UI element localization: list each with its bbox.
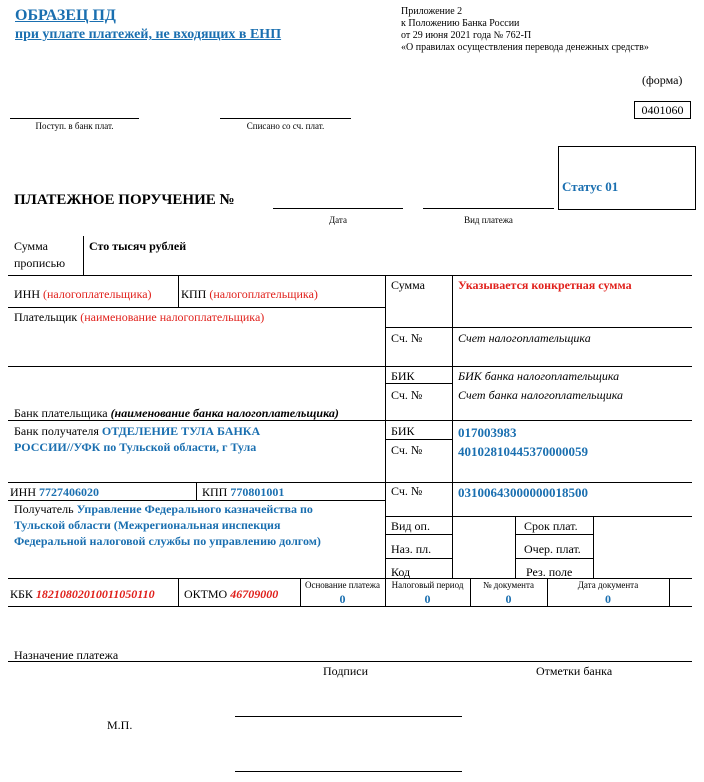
purpose-label: Назначение платежа xyxy=(14,648,119,662)
doc-date-label: Дата документа xyxy=(577,580,639,590)
amount-words-label-1: Сумма xyxy=(14,239,48,253)
payer-bank-label: Банк плательщика xyxy=(14,406,108,420)
payer-bik-label: БИК xyxy=(391,369,415,383)
stamp-label: М.П. xyxy=(107,718,133,732)
payer-kpp-value: (налогоплательщика) xyxy=(209,287,318,301)
payer-bank-account-value: Счет банка налогоплательщика xyxy=(458,388,624,402)
appendix-line-1: Приложение 2 xyxy=(401,6,463,17)
period-value: 0 xyxy=(424,592,431,606)
amount-words-value: Сто тысяч рублей xyxy=(89,239,187,253)
payer-bank-value: (наименование банка налогоплательщика) xyxy=(110,406,339,420)
amount-words-label-2: прописью xyxy=(14,256,66,270)
payer-kpp-label: КПП xyxy=(181,287,207,301)
payer-bik-value: БИК банка налогоплательщика xyxy=(458,369,620,383)
code-label: Код xyxy=(391,565,411,579)
kbk xyxy=(10,587,155,601)
payer-inn xyxy=(14,287,152,301)
recipient-bank-name-1: ОТДЕЛЕНИЕ ТУЛА БАНКА xyxy=(101,424,261,438)
payer-bank xyxy=(14,406,339,420)
payer-account-label: Сч. № xyxy=(391,331,423,345)
recipient-bank-account-label: Сч. № xyxy=(391,443,423,457)
appendix-line-4: «О правилах осуществления перевода денежных средств» xyxy=(401,42,649,53)
signatures-label: Подписи xyxy=(323,664,369,678)
appendix-line-3: от 29 июня 2021 года № 762-П xyxy=(401,30,532,41)
recipient-account-value: 03100643000000018500 xyxy=(458,485,588,500)
term-label: Срок плат. xyxy=(524,519,578,533)
payer-kpp xyxy=(181,287,318,301)
sample-subtitle: при уплате платежей, не входящих в ЕНП xyxy=(15,27,282,42)
purpose-code-label: Наз. пл. xyxy=(391,542,432,556)
recipient-bank-account-value: 40102810445370000059 xyxy=(458,444,588,459)
recipient-name-line-1 xyxy=(14,502,313,516)
recipient-label: Получатель xyxy=(14,502,74,516)
kbk-label: КБК xyxy=(10,587,33,601)
signature-line-1 xyxy=(235,716,462,717)
basis-value: 0 xyxy=(339,592,346,606)
reserve-label: Рез. поле xyxy=(526,565,573,579)
date-line xyxy=(273,208,403,209)
op-type-label: Вид оп. xyxy=(391,519,430,533)
debited-label: Списано со сч. плат. xyxy=(246,121,325,131)
doc-no-label: № документа xyxy=(482,580,535,590)
payer-inn-label: ИНН xyxy=(14,287,40,301)
payment-kind-label: Вид платежа xyxy=(464,215,513,225)
recipient-bik-value: 017003983 xyxy=(458,425,517,440)
recipient-kpp xyxy=(202,485,284,499)
bank-marks-label: Отметки банка xyxy=(536,664,613,678)
recipient-name-2: Тульской области (Межрегиональная инспекция xyxy=(14,518,281,532)
date-label: Дата xyxy=(329,215,347,225)
recipient-bik-label: БИК xyxy=(391,424,415,438)
kbk-value: 18210802010011050110 xyxy=(35,587,155,601)
status-box xyxy=(558,146,696,210)
payer-account-value: Счет налогоплательщика xyxy=(458,331,591,345)
sum-value: Указывается конкретная сумма xyxy=(458,278,632,292)
payer-name xyxy=(14,310,264,324)
signature-line-2 xyxy=(235,771,462,772)
form-label: (форма) xyxy=(642,73,683,87)
recipient-bank-line-1 xyxy=(14,424,260,438)
recipient-kpp-value: 770801001 xyxy=(230,485,285,499)
appendix-line-2: к Положению Банка России xyxy=(401,18,520,29)
recipient-account-label: Сч. № xyxy=(391,484,423,498)
document-title: ПЛАТЕЖНОЕ ПОРУЧЕНИЕ № xyxy=(14,192,235,208)
received-line xyxy=(10,118,139,119)
oktmo-value: 46709000 xyxy=(230,587,279,601)
payment-kind-line xyxy=(423,208,554,209)
doc-no-value: 0 xyxy=(505,592,512,606)
form-code: 0401060 xyxy=(634,101,691,119)
status-value: Статус 01 xyxy=(562,179,619,194)
payer-name-value: (наименование налогоплательщика) xyxy=(80,310,265,324)
oktmo-label: ОКТМО xyxy=(184,587,228,601)
recipient-name-3: Федеральной налоговой службы по управлению долгом) xyxy=(14,534,321,548)
recipient-name-1: Управление Федерального казначейства по xyxy=(76,502,313,516)
recipient-bank-label: Банк получателя xyxy=(14,424,99,438)
recipient-inn xyxy=(10,485,99,499)
basis-label: Основание платежа xyxy=(304,580,381,590)
recipient-inn-label: ИНН xyxy=(10,485,36,499)
debited-line xyxy=(220,118,351,119)
payer-name-label: Плательщик xyxy=(14,310,78,324)
payer-inn-value: (налогоплательщика) xyxy=(43,287,152,301)
oktmo xyxy=(184,587,278,601)
recipient-inn-value: 7727406020 xyxy=(39,485,99,499)
sample-title: ОБРАЗЕЦ ПД xyxy=(15,7,116,24)
payer-bank-account-label: Сч. № xyxy=(391,388,423,402)
period-label: Налоговый период xyxy=(391,580,464,590)
recipient-bank-name-2: РОССИИ//УФК по Тульской области, г Тула xyxy=(14,440,257,454)
doc-date-value: 0 xyxy=(605,592,611,606)
recipient-kpp-label: КПП xyxy=(202,485,228,499)
order-label: Очер. плат. xyxy=(524,542,581,556)
sum-label: Сумма xyxy=(391,278,425,292)
received-label: Поступ. в банк плат. xyxy=(35,121,114,131)
